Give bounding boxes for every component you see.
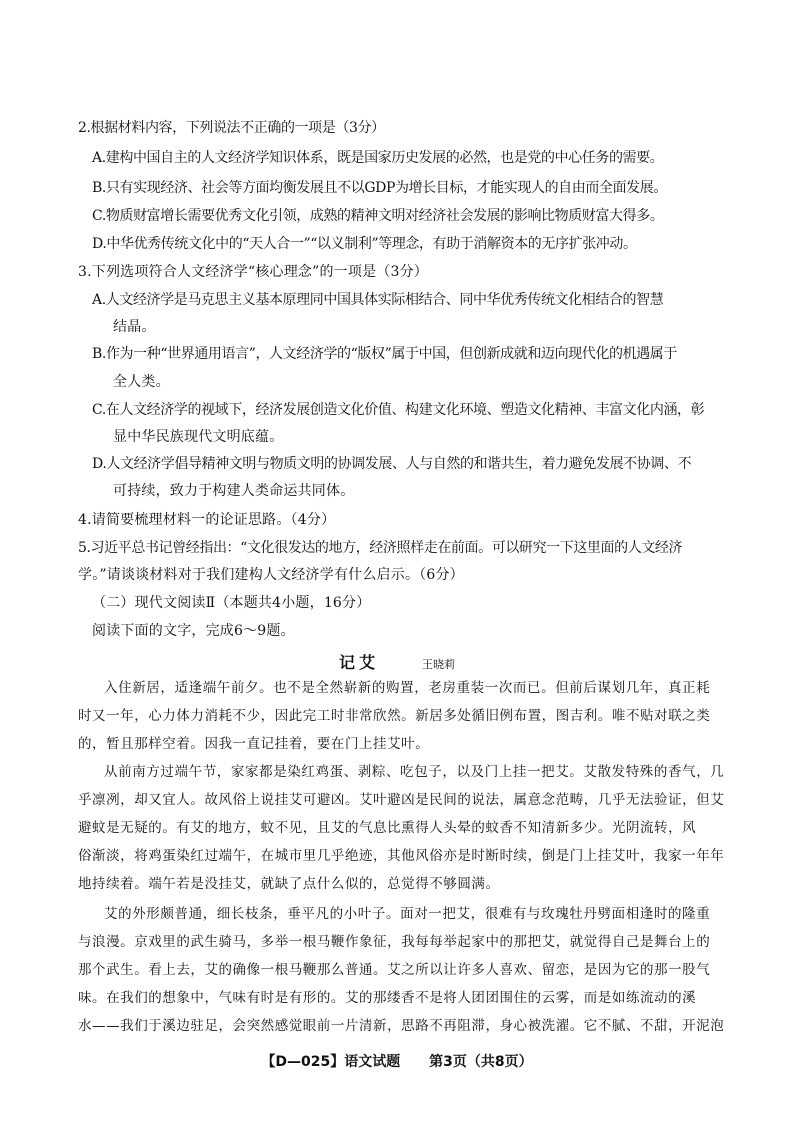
question-2-option-d: D.中华优秀传统文化中的“天人合一”“以义制利”等理念，有助于消解资本的无序扩张冲动。 [92, 236, 637, 252]
question-3-option-b: B.作为一种“世界通用语言”，人文经济学的“版权”属于中国，但创新成就和迈向现代化的机遇属于 [92, 346, 677, 362]
question-3-option-b-cont: 全人类。 [113, 374, 170, 390]
section-heading: （二）现代文阅读Ⅱ（本题共4小题，16分） [92, 595, 371, 611]
article-line: 俗渐淡，将鸡蛋染红过端午，在城市里几乎绝迹，其他风俗亦是时断时续，倒是门上挂艾叶，我家一年年 [78, 848, 725, 864]
exam-code: 【D—025】语文试题 [261, 1054, 401, 1070]
article-line: 的，暂且那样空着。因我一直记挂着，要在门上挂艾叶。 [78, 736, 430, 752]
article-title: 记艾 [338, 653, 379, 672]
article-line: 时又一年，心力体力消耗不少，因此完工时非常欣然。新居多处循旧例布置，图吉利。唯不贴对联之类 [78, 708, 711, 724]
question-2-option-b: B.只有实现经济、社会等方面均衡发展且不以GDP为增长目标，才能实现人的自由而全面发展。 [92, 180, 667, 196]
page-footer [0, 1051, 794, 1071]
article-line: 从前南方过端午节，家家都是染红鸡蛋、剥粽、吃包子，以及门上挂一把艾。艾散发特殊的香气，几 [104, 764, 725, 780]
question-3-option-c-cont: 显中华民族现代文明底蕴。 [113, 429, 284, 445]
question-5: 5.习近平总书记曾经指出：“文化很发达的地方，经济照样走在前面。可以研究一下这里面的人文经济 [78, 540, 683, 556]
article-title-row [0, 650, 794, 673]
question-3-option-a-cont: 结晶。 [113, 319, 156, 335]
question-5-cont: 学。”请谈谈材料对于我们建构人文经济学有什么启示。（6分） [78, 567, 464, 583]
article-line: 与浪漫。京戏里的武生骑马，多举一根马鞭作象征，我每每举起家中的那把艾，就觉得自己是舞台上的 [78, 934, 711, 950]
article-line: 味。在我们的想象中，气味有时是有形的。艾的那缕香不是将人团团围住的云雾，而是如练流动的溪 [78, 990, 697, 1006]
question-2-option-a: A.建构中国自主的人文经济学知识体系，既是国家历史发展的必然，也是党的中心任务的需要。 [92, 150, 664, 166]
question-2-option-c: C.物质财富增长需要优秀文化引领，成熟的精神文明对经济社会发展的影响比物质财富大得多。 [92, 208, 664, 224]
page-number: 第3页（共8页） [429, 1054, 533, 1070]
article-author: 王晓莉 [422, 658, 456, 671]
question-3-stem: 3.下列选项符合人文经济学“核心理念”的一项是（3分） [78, 264, 428, 280]
article-line: 那个武生。看上去，艾的确像一根马鞭那么普通。艾之所以让许多人喜欢、留恋，是因为它的那一股气 [78, 962, 711, 978]
article-line: 艾的外形颇普通，细长枝条，垂平凡的小叶子。面对一把艾，很难有与玫瑰牡丹劈面相逢时的隆重 [104, 906, 711, 922]
question-2-stem: 2.根据材料内容，下列说法不正确的一项是（3分） [78, 120, 385, 136]
question-3-option-a: A.人文经济学是马克思主义基本原理同中国具体实际相结合、同中华优秀传统文化相结合的智慧 [92, 292, 664, 308]
article-line: 水——我们于溪边驻足，会突然感觉眼前一片清新，思路不再阻滞，身心被洗濯。它不腻、不甜，开泥泡 [78, 1018, 725, 1034]
question-3-option-d-cont: 可持续，致力于构建人类命运共同体。 [113, 483, 355, 499]
question-3-option-c: C.在人文经济学的视域下，经济发展创造文化价值、构建文化环境、塑造文化精神、丰富文化内涵，彰 [92, 402, 705, 418]
section-instruction: 阅读下面的文字，完成6～9题。 [92, 623, 295, 639]
article-line: 地持续着。端午若是没挂艾，就缺了点什么似的，总觉得不够圆满。 [78, 876, 500, 892]
article-line: 入住新居，适逢端午前夕。也不是全然崭新的购置，老房重装一次而已。但前后谋划几年，真正耗 [104, 680, 711, 696]
question-3-option-d: D.人文经济学倡导精神文明与物质文明的协调发展、人与自然的和谐共生，着力避免发展不协调、不 [92, 456, 692, 472]
article-line: 乎凛冽，却又宜人。故风俗上说挂艾可避凶。艾叶避凶是民间的说法，属意念范畴，几乎无法验证，但艾 [78, 792, 725, 808]
article-line: 避蚊是无疑的。有艾的地方，蚊不见，且艾的气息比熏得人头晕的蚊香不知清新多少。光阴流转，风 [78, 820, 697, 836]
question-4: 4.请简要梳理材料一的论证思路。（4分） [78, 512, 336, 528]
